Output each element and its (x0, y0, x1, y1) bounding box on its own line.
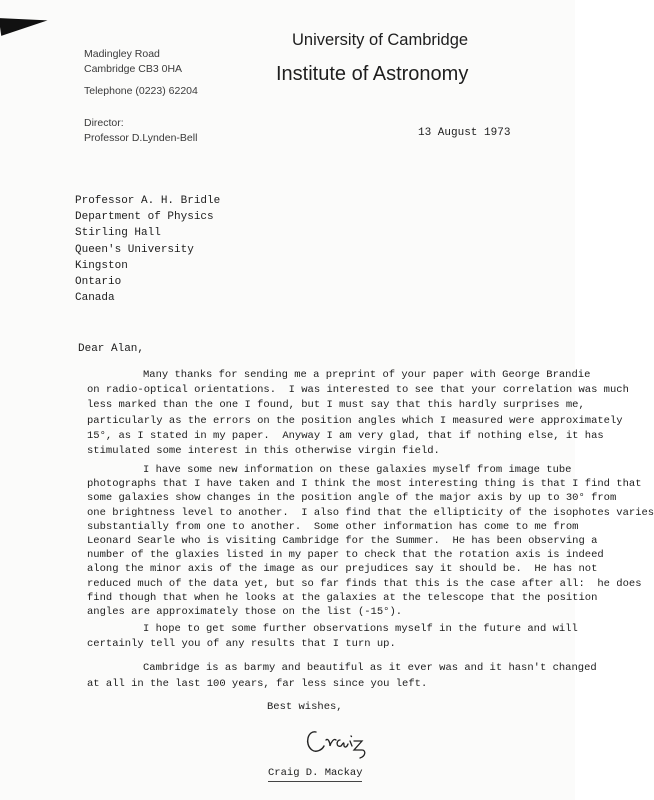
paragraph-1-line: 15°, as I stated in my paper. Anyway I am very glad, that if nothing else, it has (87, 429, 604, 442)
paragraph-2-line: photographs that I have taken and I think the most interesting thing is that I find that (87, 478, 642, 491)
paragraph-3-line: certainly tell you of any results that I turn up. (87, 638, 396, 650)
paragraph-3-line: I hope to get some further observations myself in the future and will (143, 623, 578, 635)
director-name: Professor D.Lynden-Bell (84, 132, 198, 144)
letterhead-address-line2: Cambridge CB3 0HA (84, 63, 183, 75)
paragraph-4-line: at all in the last 100 years, far less since you left. (87, 678, 428, 690)
address-line: Stirling Hall (75, 227, 161, 240)
address-line: Professor A. H. Bridle (75, 195, 221, 207)
letterhead-telephone: Telephone (0223) 62204 (84, 85, 198, 97)
address-line: Department of Physics (75, 211, 214, 224)
signature-name: Craig D. Mackay (268, 767, 363, 779)
recipient-address (75, 193, 220, 306)
paragraph-2-line: one brightness level to another. I also find that the ellipticity of the isophotes varies (87, 506, 654, 519)
paragraph-2-line: reduced much of the data yet, but so far finds that this is the case after all: he does (87, 577, 642, 590)
director-label: Director: (84, 117, 124, 129)
director-block (84, 116, 197, 146)
paragraph-1-line: Many thanks for sending me a preprint of your paper with George Brandie (143, 369, 591, 381)
paragraph-1-line: particularly as the errors on the position angles which I measured were approximately (87, 414, 623, 427)
paragraph-2-line: Leonard Searle who is visiting Cambridge for the Summer. He has been observing a (87, 535, 598, 547)
handwritten-signature (300, 722, 380, 762)
address-line: Ontario (75, 276, 122, 289)
paragraph-2-line: substantially from one to another. Some other information has come to me from (87, 520, 579, 533)
letterhead-address-line1: Madingley Road (84, 48, 160, 60)
address-line: Queen's University (75, 243, 194, 256)
salutation: Dear Alan, (78, 343, 145, 355)
paragraph-2-line: along the minor axis of the image as our prejudices say it should be. He has not (87, 563, 598, 576)
paragraph-2-line: some galaxies show changes in the position angle of the major axis by up to 30° from (87, 492, 617, 505)
paragraph-1-line: on radio-optical orientations. I was interested to see that your correlation was much (87, 384, 629, 397)
paragraph-2-line: number of the glaxies listed in my paper to check that the rotation axis is indeed (87, 549, 604, 562)
institute-name: Institute of Astronomy (276, 63, 469, 85)
university-name: University of Cambridge (292, 31, 469, 49)
signature-underline (268, 781, 362, 782)
letter-date: 13 August 1973 (418, 127, 511, 139)
paragraph-1-line: stimulated some interest in this otherwise virgin field. (87, 445, 440, 457)
paragraph-4-line: Cambridge is as barmy and beautiful as it ever was and it hasn't changed (143, 662, 597, 674)
address-line: Kingston (75, 259, 128, 272)
paragraph-2-line: angles are approximately those on the list (-15°). (87, 606, 403, 618)
corner-mark (0, 11, 49, 36)
address-line: Canada (75, 292, 115, 305)
paragraph-1-line: less marked than the one I found, but I must say that this hardly surprises me, (87, 399, 585, 412)
paragraph-2-line: I have some new information on these galaxies myself from image tube (143, 464, 572, 476)
closing: Best wishes, (267, 701, 343, 713)
paragraph-2-line: find though that when he looks at the galaxies at the telescope that the position (87, 591, 598, 604)
